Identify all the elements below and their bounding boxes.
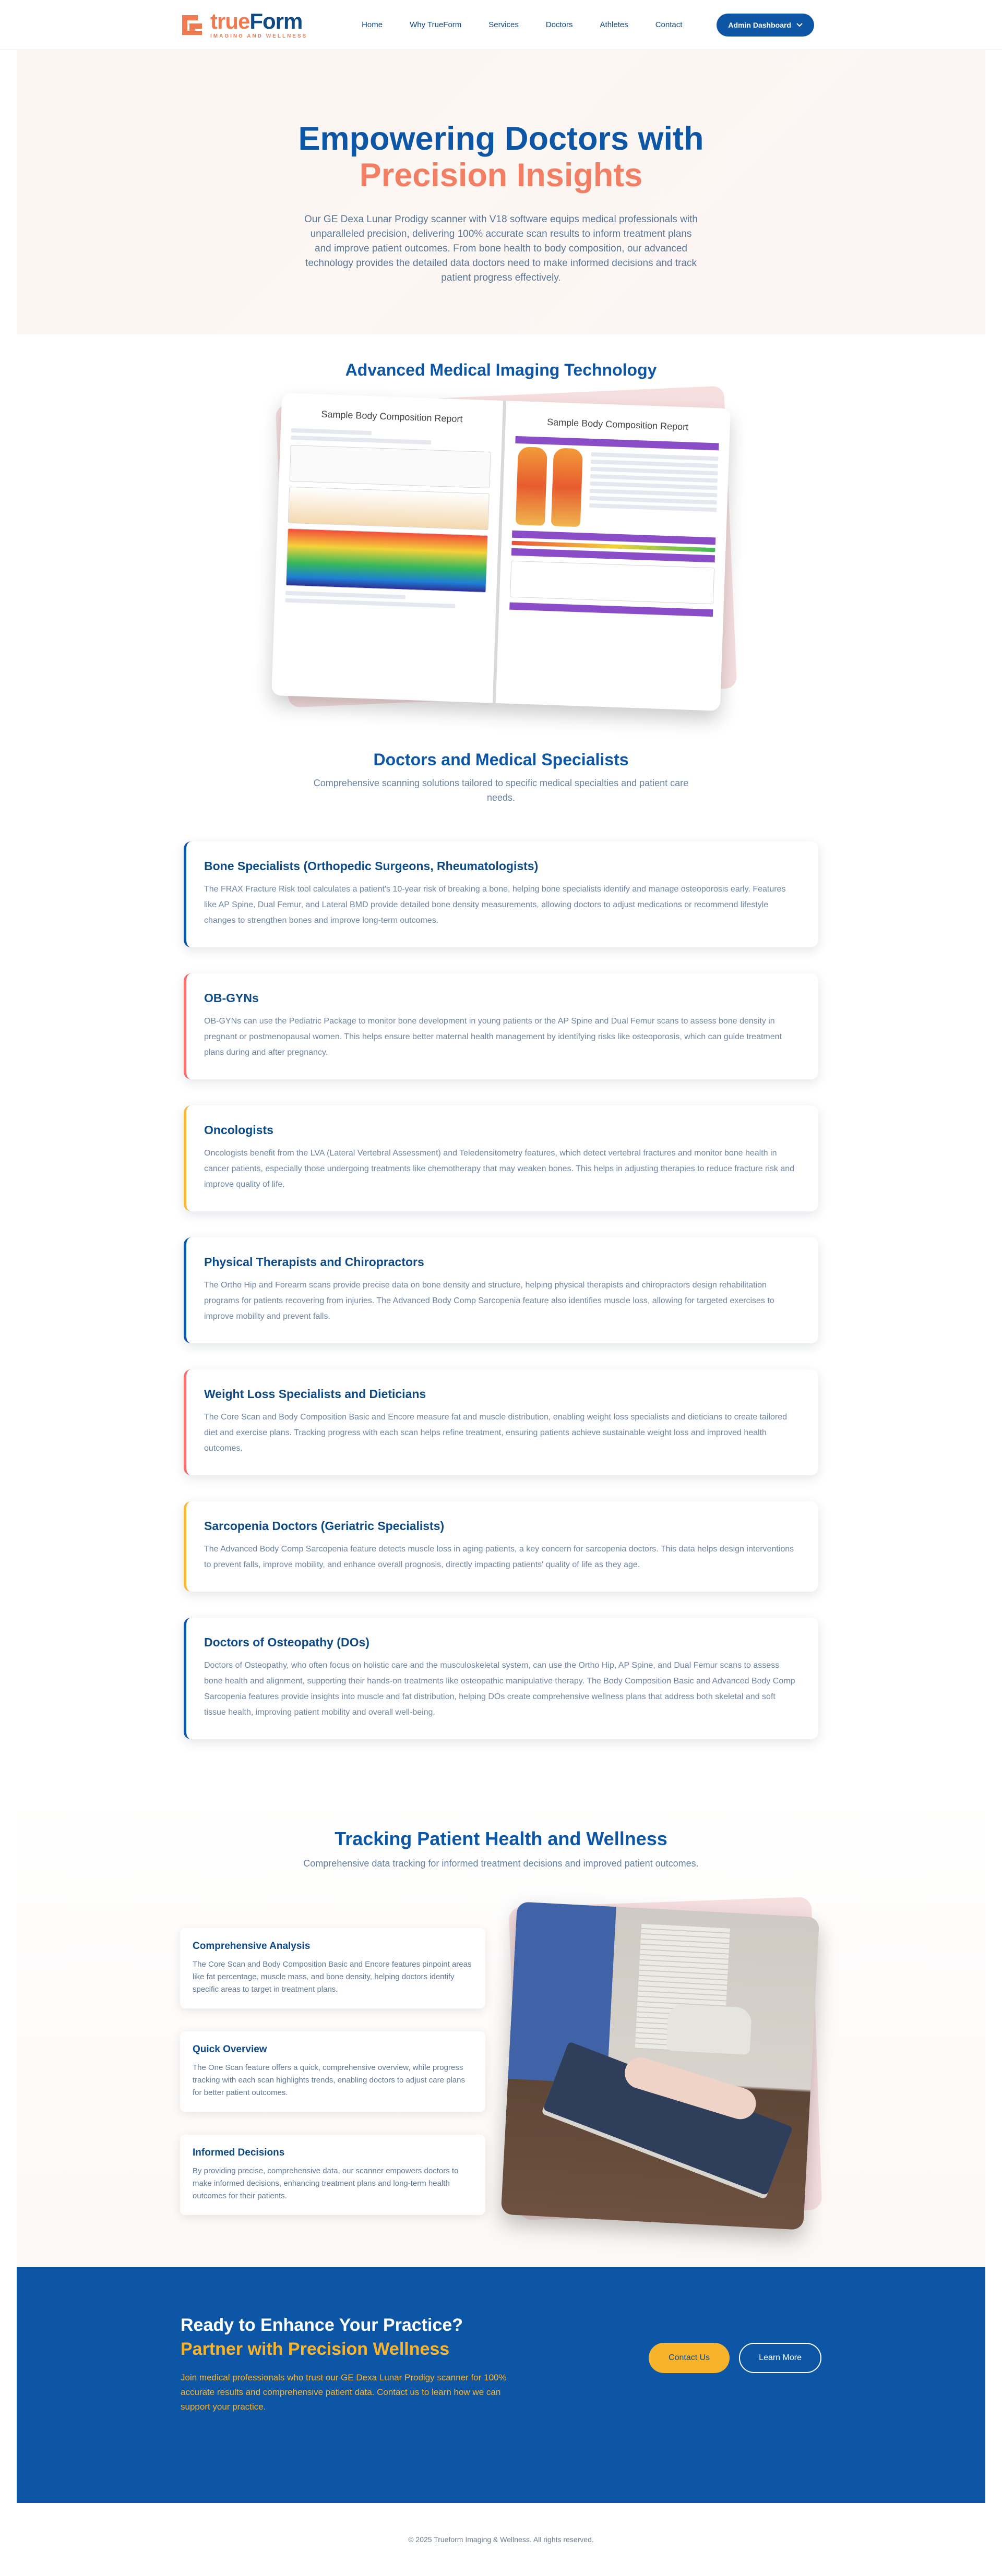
hero-description: Our GE Dexa Lunar Prodigy scanner with V18 software equips medical professionals with unparalleled precision, delivering 100% accurate scan results to inform treatment plans and improve patient outcomes. From bone health to body composition, our advanced technology provides the detailed data doctors need to make informed decisions and track patient progress effectively. <box>304 214 698 283</box>
cta-subtitle: Partner with Precision Wellness <box>181 2339 450 2359</box>
admin-dashboard-button[interactable] <box>717 14 814 37</box>
feature-body: The One Scan feature offers a quick, comprehensive overview, while progress tracking with each scan highlights trends, enabling doctors to adjust care plans for better patient outcomes. <box>193 2063 465 2097</box>
cta-title: Ready to Enhance Your Practice? <box>181 2315 463 2335</box>
dexa-scanner-image <box>501 1901 820 2230</box>
card-osteopathy <box>184 1618 818 1739</box>
card-title: Oncologists <box>204 1123 273 1137</box>
feature-quick-overview <box>180 2031 485 2112</box>
card-physical-therapists <box>184 1237 818 1343</box>
card-body: The Advanced Body Comp Sarcopenia feature detects muscle loss in aging patients, a key concern for sarcopenia doctors. This data helps design interventions to prevent falls, improve mobility, and enhance overall prognosis, directly impacting patients' quality of life as they age. <box>204 1545 794 1569</box>
card-title: Sarcopenia Doctors (Geriatric Specialists) <box>204 1519 445 1533</box>
nav-link-why-trueform[interactable]: Why TrueForm <box>410 20 462 29</box>
logo-text-form: Form <box>249 9 303 33</box>
card-body: The FRAX Fracture Risk tool calculates a patient's 10-year risk of breaking a bone, helping bone specialists identify and manage osteoporosis early. Features like AP Spine, Dual Femur, and Lateral BMD provide detailed bone density measurements, allowing doctors to adjust medications or recommend lifestyle changes to strengthen bones and improve long-term outcomes. <box>204 885 786 925</box>
learn-more-button[interactable]: Learn More <box>739 2343 821 2373</box>
card-weight-loss <box>184 1369 818 1475</box>
card-oncologists <box>184 1105 818 1211</box>
card-title: Bone Specialists (Orthopedic Surgeons, Rheumatologists) <box>204 859 539 873</box>
feature-title: Informed Decisions <box>193 2147 285 2158</box>
nav-link-home[interactable]: Home <box>362 20 383 29</box>
card-title: OB-GYNs <box>204 991 259 1005</box>
imaging-title: Advanced Medical Imaging Technology <box>345 360 657 379</box>
card-body: The Ortho Hip and Forearm scans provide precise data on bone density and structure, helping physical therapists and chiropractors design rehabilitation programs for patients recovering from injuries. The Advanced Body Comp Sarcopenia feature also identifies muscle loss, allowing for targeted exercises to improve mobility and prevent falls. <box>204 1281 774 1321</box>
card-body: OB-GYNs can use the Pediatric Package to monitor bone development in young patients or the AP Spine and Dual Femur scans to assess bone density in pregnant or postmenopausal women. This helps ensure better maternal health management by identifying risks like osteoporosis, which can guide treatment plans during and after pregnancy. <box>204 1017 782 1057</box>
imaging-section <box>17 334 985 708</box>
card-ob-gyns <box>184 973 818 1079</box>
card-title: Doctors of Osteopathy (DOs) <box>204 1635 369 1649</box>
report-card <box>271 393 731 711</box>
logo-text-true: true <box>210 9 250 33</box>
hero-section <box>17 50 985 334</box>
report-page-left <box>271 393 506 703</box>
cta-section <box>17 2267 985 2503</box>
nav-link-services[interactable]: Services <box>488 20 519 29</box>
doctors-title: Doctors and Medical Specialists <box>373 750 629 769</box>
card-title: Physical Therapists and Chiropractors <box>204 1255 424 1269</box>
trueform-logo[interactable] <box>180 10 307 39</box>
contact-us-button[interactable]: Contact Us <box>649 2343 730 2373</box>
report-page-right <box>496 401 731 711</box>
report-image <box>266 395 736 708</box>
nav-links <box>362 14 814 37</box>
card-body: Oncologists benefit from the LVA (Lateral Vertebral Assessment) and Teledensitometry features, which detect vertebral fractures and monitor bone health in cancer patients, especially those undergoing treatments like chemotherapy that may weaken bones. This helps in adjusting therapies to reduce fracture risk and improve quality of life. <box>204 1149 795 1189</box>
top-navigation <box>0 0 1002 50</box>
report-right-title: Sample Body Composition Report <box>546 416 689 432</box>
card-sarcopenia <box>184 1501 818 1592</box>
hero-title-line1: Empowering Doctors with <box>298 121 704 157</box>
nav-link-athletes[interactable]: Athletes <box>600 20 628 29</box>
footer <box>0 2503 1002 2576</box>
specialist-cards <box>184 841 818 1739</box>
nav-link-contact[interactable]: Contact <box>655 20 683 29</box>
card-body: Doctors of Osteopathy, who often focus on holistic care and the musculoskeletal system, can use the Ortho Hip, AP Spine, and Dual Femur scans to assess bone health and alignment, supporting their hands-on treatments like osteopathic manipulative therapy. The Body Composition Basic and Advanced Body Comp Sarcopenia features provide insights into muscle and fat distribution, helping DOs create comprehensive wellness plans that address both skeletal and soft tissue health, improving patient mobility and overall well-being. <box>204 1661 795 1717</box>
copyright-text: © 2025 Trueform Imaging & Wellness. All rights reserved. <box>408 2535 594 2544</box>
card-body: The Core Scan and Body Composition Basic and Encore measure fat and muscle distribution, enabling weight loss specialists and dieticians to create tailored diet and exercise plans. Tracking progress with each scan helps refine treatment, ensuring patients achieve sustainable weight loss and improved health outcomes. <box>204 1413 788 1453</box>
feature-informed-decisions <box>180 2135 485 2215</box>
tracking-section <box>17 1791 985 2267</box>
feature-list <box>180 1902 485 2215</box>
feature-title: Quick Overview <box>193 2044 267 2055</box>
hero-title-line2: Precision Insights <box>359 157 643 194</box>
card-bone-specialists <box>184 841 818 947</box>
tracking-title: Tracking Patient Health and Wellness <box>335 1828 667 1849</box>
feature-body: The Core Scan and Body Composition Basic and Encore features pinpoint areas like fat percentage, muscle mass, and bone density, helping doctors identify specific areas to target in treatment plans. <box>193 1960 472 1994</box>
feature-comprehensive-analysis <box>180 1928 485 2008</box>
admin-dashboard-label: Admin Dashboard <box>728 20 791 29</box>
logo-tagline: IMAGING AND WELLNESS <box>210 33 308 39</box>
doctors-subtitle: Comprehensive scanning solutions tailored to specific medical specialties and patient care needs. <box>313 778 689 803</box>
logo-mark-icon <box>180 12 206 38</box>
feature-body: By providing precise, comprehensive data, our scanner empowers doctors to make informed decisions, enhancing treatment plans and long-term health outcomes for their patients. <box>193 2166 459 2200</box>
feature-title: Comprehensive Analysis <box>193 1941 311 1952</box>
hero-title <box>17 121 985 194</box>
doctors-section <box>17 708 985 1739</box>
card-title: Weight Loss Specialists and Dieticians <box>204 1387 426 1401</box>
cta-description: Join medical professionals who trust our GE Dexa Lunar Prodigy scanner for 100% accurate results and comprehensive patient data. Contact us to learn how we can support your practice. <box>181 2373 507 2412</box>
scanner-photo <box>504 1902 822 2225</box>
tracking-subtitle: Comprehensive data tracking for informed treatment decisions and improved patient outcomes. <box>303 1858 699 1869</box>
report-left-title: Sample Body Composition Report <box>321 408 463 425</box>
chevron-down-icon <box>796 23 803 27</box>
nav-link-doctors[interactable]: Doctors <box>545 20 573 29</box>
